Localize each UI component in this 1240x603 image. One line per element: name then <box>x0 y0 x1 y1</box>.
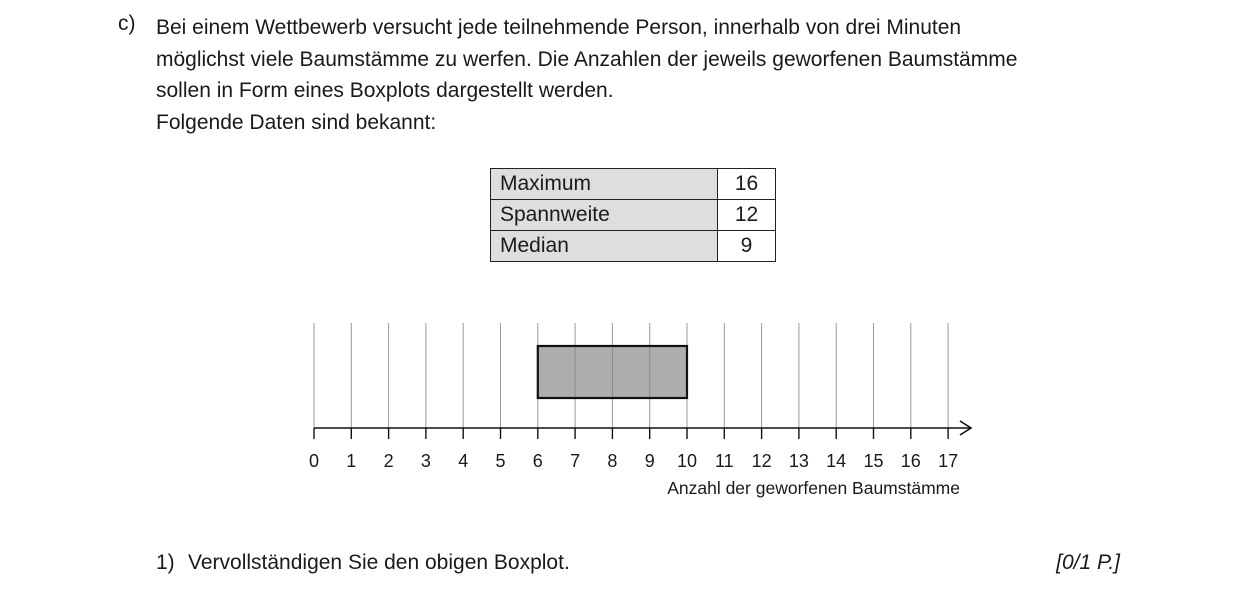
x-tick-label: 8 <box>607 451 618 471</box>
x-tick-label: 15 <box>863 451 884 471</box>
x-axis-label: Anzahl der geworfenen Baumstämme <box>667 478 960 498</box>
subtask-points: [0/1 P.] <box>1056 551 1120 574</box>
table-label: Median <box>491 231 718 262</box>
x-tick-label: 12 <box>751 451 772 471</box>
x-tick-label: 14 <box>826 451 847 471</box>
intro-line-3: sollen in Form eines Boxplots dargestellt werden. <box>156 79 614 102</box>
subtask-text: Vervollständigen Sie den obigen Boxplot. <box>188 551 570 574</box>
intro-line-1: Bei einem Wettbewerb versucht jede teilnehmende Person, innerhalb von drei Minuten <box>156 16 962 39</box>
x-tick-label: 5 <box>495 451 506 471</box>
x-tick-label: 17 <box>938 451 959 471</box>
table-value: 9 <box>718 231 776 262</box>
table-value: 16 <box>718 169 776 200</box>
intro-line-2: möglichst viele Baumstämme zu werfen. Die Anzahlen der jeweils geworfenen Baumstämme <box>156 47 1018 71</box>
intro-line-4: Folgende Daten sind bekannt: <box>156 110 437 134</box>
x-tick-label: 1 <box>346 451 357 471</box>
x-tick-label: 7 <box>570 451 581 471</box>
x-tick-label: 10 <box>676 451 698 471</box>
task-label: c) <box>118 12 136 35</box>
x-tick-label: 0 <box>308 451 320 471</box>
table-value: 12 <box>718 200 776 231</box>
table-label: Spannweite <box>491 200 718 231</box>
x-tick-label: 11 <box>714 451 734 471</box>
x-tick-label: 13 <box>788 451 809 471</box>
x-tick-label: 9 <box>644 451 655 471</box>
table-label: Maximum <box>491 169 718 200</box>
subtask-number: 1) <box>156 551 175 574</box>
x-tick-label: 4 <box>458 451 469 471</box>
x-tick-label: 6 <box>532 451 543 471</box>
x-tick-label: 2 <box>383 451 394 471</box>
x-tick-label: 3 <box>420 451 431 471</box>
x-tick-label: 16 <box>900 451 921 471</box>
